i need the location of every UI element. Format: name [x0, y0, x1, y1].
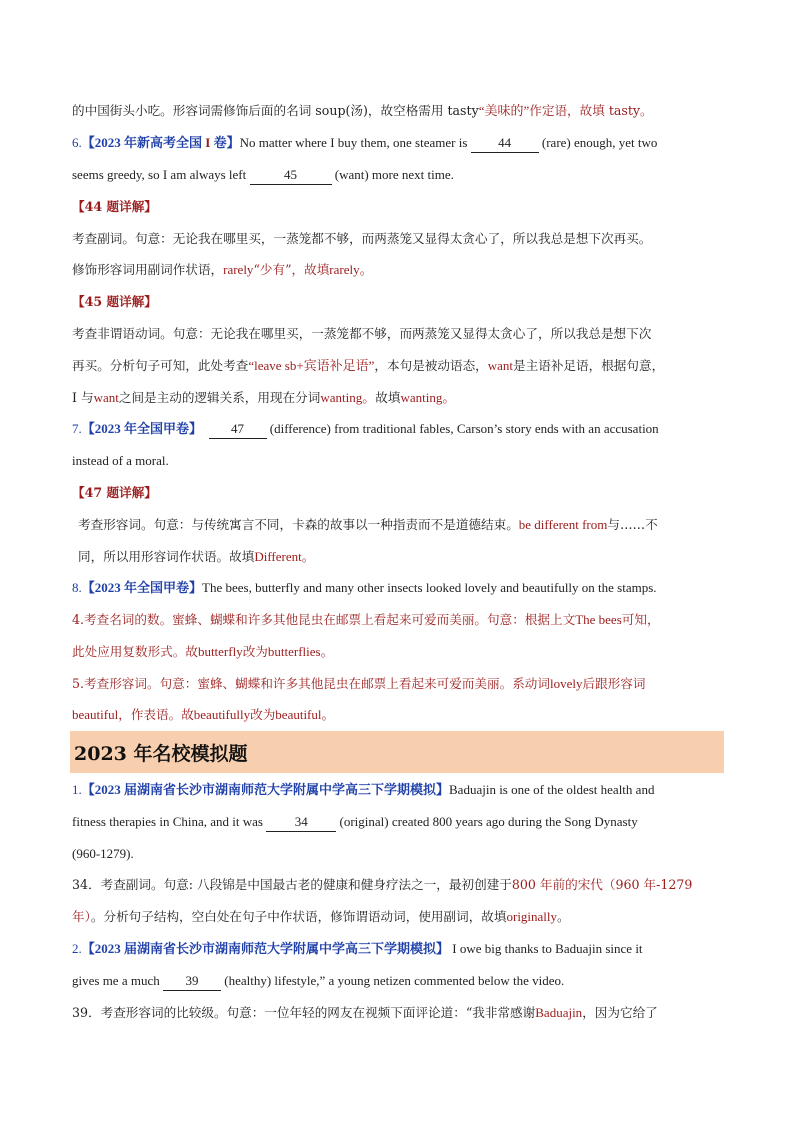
text: 故填: [375, 390, 401, 405]
explanation-text: [72, 876, 728, 894]
text: 34．考查副词。句意: 八段锦是中国最古老的健康和健身疗法之一，最初创建于: [72, 877, 512, 892]
highlight: butterfly: [197, 644, 243, 659]
text: ，本句是被动语态，: [374, 358, 488, 373]
question-6: [72, 134, 728, 153]
answer-blank: 34: [266, 813, 336, 832]
text: 39．考查形容词的比较级。句意：一位年轻的网友在视频下面评论道：“我非常感谢: [72, 1005, 536, 1020]
sim-question-2: [72, 940, 728, 958]
question-text: (original) created 800 years ago during the Song Dynasty: [336, 814, 638, 829]
question-number: 6.: [72, 135, 82, 150]
highlight: “leave sb+宾语补足语”: [248, 358, 375, 373]
highlight: rarely。: [329, 262, 373, 277]
sim-question-1-cont: [72, 813, 728, 832]
text: 考查形容词。句意：与传统寓言不同，卡森的故事以一种指责而不是道德结束。: [78, 517, 519, 532]
explanation-heading: 【45 题详解】: [72, 294, 157, 309]
explanation-text: [72, 908, 728, 926]
text: 与……不: [607, 517, 658, 532]
question-8: [72, 579, 728, 597]
question-source: 【2023 年全国甲卷】: [81, 580, 203, 595]
explanation-text: [78, 548, 728, 566]
sim-question-1: [72, 781, 728, 799]
text: ，因为它给了: [582, 1005, 658, 1020]
highlight: want: [93, 390, 119, 405]
question-text: (healthy) lifestyle,” a young netizen commented below the video.: [220, 973, 565, 988]
highlight: rarely: [223, 262, 254, 277]
explanation-text: [72, 706, 728, 724]
question-text: (difference) from traditional fables, Carson’s story ends with an accusation: [266, 421, 659, 436]
text: 之间是主动的逻辑关系，用现在分词: [118, 390, 321, 405]
highlight: originally: [506, 909, 558, 924]
question-source: 【2023 届湖南省长沙市湖南师范大学附属中学高三下学期模拟】: [81, 782, 450, 797]
text: 同，所以用形容词作状语。故填: [78, 549, 255, 564]
highlight: 800 年前的宋代（960 年-1279: [511, 877, 693, 892]
explanation-text: [72, 643, 728, 661]
question-number: 1.: [72, 782, 82, 797]
question-number: 2.: [72, 941, 82, 956]
explanation-text: [72, 357, 728, 375]
question-source: I: [205, 135, 211, 150]
highlight: lovely: [550, 676, 583, 691]
explanation-text: [72, 389, 728, 407]
question-text: Baduajin is one of the oldest health and: [449, 782, 655, 797]
text: 再买。分析句子可知，此处考查: [72, 358, 249, 373]
section-title: 2023 年名校模拟题: [74, 743, 248, 765]
question-number: 8.: [72, 580, 82, 595]
highlight: The bees: [575, 612, 622, 627]
explanation-heading: 【44 题详解】: [72, 199, 157, 214]
answer-blank: 44: [471, 134, 539, 153]
answer-blank: 45: [250, 166, 332, 185]
highlight: “少有”，故填: [253, 262, 330, 277]
text: 此处应用复数形式。故: [72, 644, 198, 659]
text: 。分析句子结构，空白处在句子中作状语，修饰谓语动词，使用副词，故填: [90, 909, 507, 924]
highlight: 作定语，故填 tasty。: [529, 103, 653, 118]
question-text: (rare) enough, yet two: [538, 135, 658, 150]
highlight: “美味的”: [478, 103, 530, 118]
question-text: instead of a moral.: [72, 453, 169, 468]
explanation-heading: 【47 题详解】: [72, 485, 157, 500]
text: 的中国街头小吃。形容词需修饰后面的名词 soup(汤)，故空格需用 tasty: [72, 103, 479, 118]
text: 5.考查形容词。句意：蜜蜂、蝴蝶和许多其他昆虫在邮票上看起来可爱而美丽。系动词: [72, 676, 550, 691]
text: 改为: [250, 707, 276, 722]
question-source: 卷】: [210, 135, 240, 150]
question-source: 【2023 年新高考全国: [81, 135, 206, 150]
highlight: 年）: [72, 909, 91, 924]
text: I 与: [72, 390, 94, 405]
explanation-text: [72, 261, 728, 279]
question-text: (want) more next time.: [331, 167, 454, 182]
text: 后跟形容词: [582, 676, 646, 691]
highlight: Different。: [254, 549, 315, 564]
question-source: 【2023 届湖南省长沙市湖南师范大学附属中学高三下学期模拟】: [81, 941, 450, 956]
sim-question-2-cont: [72, 972, 728, 991]
text-line: [72, 102, 728, 120]
highlight: beautiful。: [275, 707, 335, 722]
question-text: gives me a much: [72, 973, 163, 988]
text: 修饰形容词用副词作状语，: [72, 262, 224, 277]
highlight: wanting。: [320, 390, 376, 405]
section-banner: [70, 731, 724, 773]
text: 4.考查名词的数。蜜蜂、蝴蝶和许多其他昆虫在邮票上看起来可爱而美丽。句意：根据上文: [72, 612, 576, 627]
question-source: 【2023 年全国甲卷】: [81, 421, 203, 436]
question-text: I owe big thanks to Baduajin since it: [449, 941, 643, 956]
text: 是主语补足语，根据句意，: [513, 358, 665, 373]
highlight: Baduajin: [535, 1005, 583, 1020]
highlight: butterflies。: [267, 644, 334, 659]
text: ，作表语。故: [118, 707, 194, 722]
highlight: want: [487, 358, 514, 373]
text: 可知，: [621, 612, 660, 627]
text: 改为: [242, 644, 268, 659]
question-text: fitness therapies in China, and it was: [72, 814, 267, 829]
answer-blank: 47: [209, 420, 267, 439]
highlight: beautiful: [72, 707, 119, 722]
answer-blank: 39: [163, 972, 221, 991]
highlight: be different from: [518, 517, 608, 532]
explanation-text: [78, 516, 728, 534]
question-text: The bees, butterfly and many other insects looked lovely and beautifully on the stamps.: [202, 580, 657, 595]
explanation-text: 考查非谓语动词。句意：无论我在哪里买，一蒸笼都不够，而两蒸笼又显得太贪心了，所以我总是想下次: [72, 326, 652, 341]
question-text: (960-1279).: [72, 846, 134, 861]
question-text: seems greedy, so I am always left: [72, 167, 250, 182]
explanation-text: [72, 1004, 728, 1022]
highlight: beautifully: [193, 707, 251, 722]
question-7: [72, 420, 728, 439]
text: 。: [557, 909, 570, 924]
explanation-text: [72, 611, 728, 629]
question-number: 7.: [72, 421, 82, 436]
explanation-text: 考查副词。句意：无论我在哪里买，一蒸笼都不够，而两蒸笼又显得太贪心了，所以我总是想下次再买。: [72, 231, 652, 246]
question-6-cont: [72, 166, 728, 185]
question-text: No matter where I buy them, one steamer is: [239, 135, 471, 150]
highlight: wanting。: [400, 390, 456, 405]
explanation-text: [72, 675, 728, 693]
